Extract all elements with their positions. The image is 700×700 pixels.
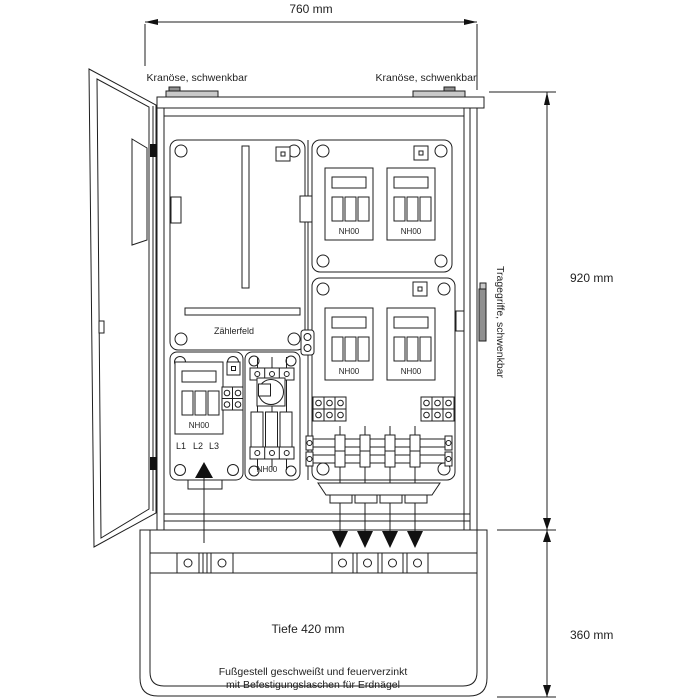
panel-step [188,480,222,489]
dimension-height-base [497,530,613,697]
crane-eyes [147,72,477,97]
arrowhead-down-2 [543,685,551,697]
terminal-block-right [421,397,454,421]
meter-field-label: Zählerfeld [213,326,255,336]
nh00-strip-5 [175,362,223,434]
footer-line1: Fußgestell geschweißt und feuerverzinkt [218,666,408,678]
crane-eye-left-label: Kranöse, schwenkbar [146,72,248,84]
arrowhead-right [464,19,477,25]
nh00-strip-4 [387,308,435,380]
dim-height-base-label: 360 mm [570,628,614,642]
phase-l1-label: L1 [175,441,187,451]
vertical-slot [242,146,249,288]
nh00-strip-3 [325,308,373,380]
side-tab-left [171,197,181,223]
arrowhead-down [543,518,551,530]
horizontal-slot [185,308,300,315]
dimension-height-cabinet [489,92,613,530]
dim-height-cabinet-label: 920 mm [570,271,614,285]
hinge-bottom [150,457,157,470]
phase-l3-label: L3 [208,441,220,451]
nh00-switch-label: NH00 [256,465,278,474]
roof [157,97,484,108]
panel-fuses-upper [312,140,452,272]
handle-bar [479,289,486,341]
dim-width-label: 760 mm [289,2,333,16]
terminal-block-left [313,397,346,421]
nh00-strip-2 [387,168,435,240]
door-handle [99,321,104,333]
marker-square [276,147,290,161]
crane-eye-right [413,91,465,97]
nh00-strip-1 [325,168,373,240]
arrowhead-up [544,92,550,105]
side-tab-middle [300,196,312,222]
cabinet-door [89,69,157,547]
cabinet-technical-drawing: NH00 760 mm 920 mm 360 mm Kranöse, schwenkbar Kranöse, schwenkbar Tiefe 420 mm Fußgestell geschweißt und feuerverzinkt mit Befestigungslaschen für Erdnägel Tragegriffe, schwenkbar Zählerfeld L1 L2 L3 NH00 [0,0,700,700]
carry-handle-label: Tragegriffe, schwenkbar [494,265,506,379]
base-frame [140,530,487,696]
door-window [132,139,147,245]
hinge-top [150,144,157,157]
depth-label: Tiefe 420 mm [271,622,345,636]
arrowhead-up-2 [543,530,551,542]
footer-line2: mit Befestigungslaschen für Erdnägel [226,679,400,691]
crane-eye-left [166,91,218,97]
crane-eye-left-tab [169,87,180,91]
crane-eye-right-label: Kranöse, schwenkbar [375,72,477,84]
crane-eye-right-tab [444,87,455,91]
arrowhead-left [145,19,158,25]
panel-meter-field [170,140,312,350]
handle-mount [456,311,464,331]
phase-l2-label: L2 [192,441,204,451]
